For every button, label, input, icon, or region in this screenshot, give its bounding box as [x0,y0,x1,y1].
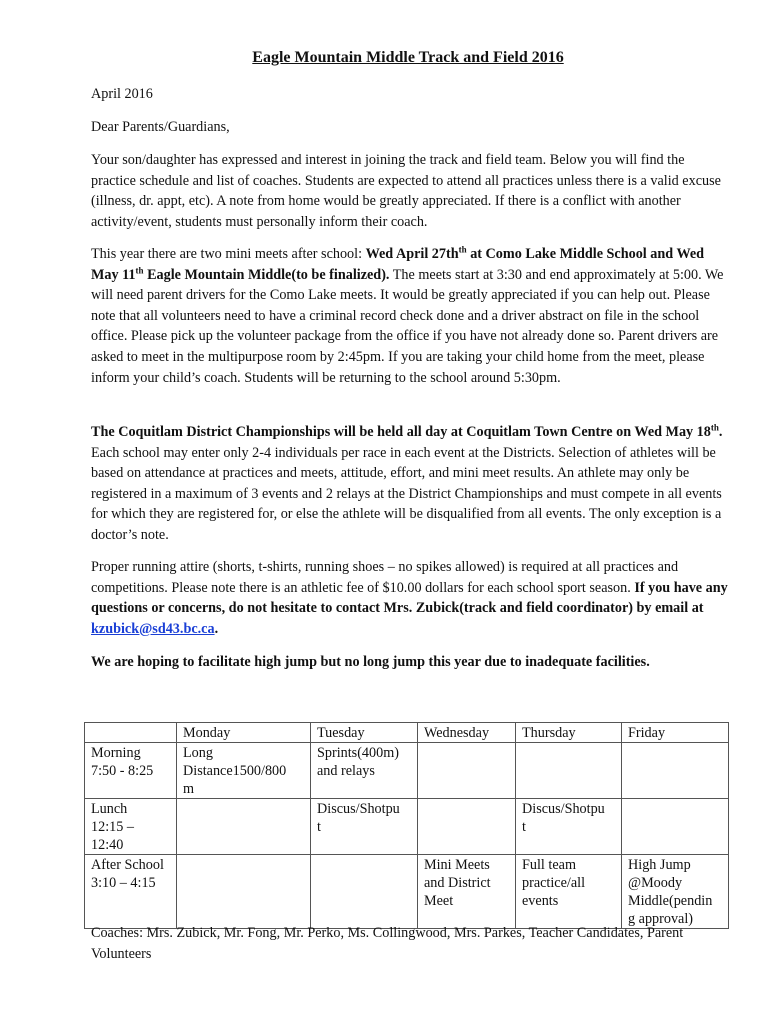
table-row [85,855,729,929]
header-cell [85,723,177,743]
letter-date: April 2016 [91,86,153,102]
attire-fee-text: Proper running attire (shorts, t-shirts, running shoes – no spikes allowed) is required at all practices and competitions. Please note there is an athletic fee of $10.00 dollars for each school sport season. [91,559,679,596]
table-cell [516,743,622,799]
table-cell [418,799,516,855]
mini-meets-paragraph [91,244,729,388]
intro-paragraph: Your son/daughter has expressed and interest in joining the track and field team. Below you will find the practice schedule and list of coaches. Students are expected to attend all practices unless there is a valid excuse (illness, dr. appt, etc). A note from home would be greatly appreciated. If there is a conflict with another activity/event, students must personally inform their coach. [91,152,721,230]
high-jump-notice: We are hoping to facilitate high jump but no long jump this year due to inadequate facilities. [91,654,650,670]
row-label-after-school: After School 3:10 – 4:15 [85,855,177,929]
page-title: Eagle Mountain Middle Track and Field 2016 [252,49,564,66]
row-label-morning: Morning 7:50 - 8:25 [85,743,177,799]
contact-text: If you have any questions or concerns, do not hesitate to contact Mrs. Zubick(track and field coordinator) by email at kzubick@sd43.bc.ca. [91,579,728,637]
table-cell [418,743,516,799]
table-header-row [85,723,729,743]
attire-fee-paragraph [91,557,729,639]
table-cell [622,799,729,855]
table-cell: Long Distance1500/800 m [177,743,311,799]
coordinator-email-link[interactable]: kzubick@sd43.bc.ca [91,620,215,637]
mini-meets-intro: This year there are two mini meets after school: [91,246,366,262]
table-cell [177,799,311,855]
table-cell: Full team practice/all events [516,855,622,929]
table-cell: Discus/Shotpu t [516,799,622,855]
header-cell-thursday: Thursday [516,723,622,743]
district-championships-heading: The Coquitlam District Championships will be held all day at Coquitlam Town Centre on Wed May 18th. [91,422,723,440]
meet-1-date: Wed April $27th^{th}$ at Como Lake Middle School and Wed May 11th Eagle Mountain Middle(to be finalized). [91,244,705,283]
table-row [85,799,729,855]
table-cell: Sprints(400m) and relays [311,743,418,799]
table-cell [311,855,418,929]
table-cell: Mini Meets and District Meet [418,855,516,929]
salutation: Dear Parents/Guardians, [91,119,230,135]
table-cell: Discus/Shotpu t [311,799,418,855]
coaches-list: Coaches: Mrs. Zubick, Mr. Fong, Mr. Perko, Ms. Collingwood, Mrs. Parkes, Teacher Candidates, Parent Volunteers [91,925,684,962]
header-cell-friday: Friday [622,723,729,743]
header-cell-monday: Monday [177,723,311,743]
table-cell [622,743,729,799]
header-cell-tuesday: Tuesday [311,723,418,743]
table-cell [177,855,311,929]
row-label-lunch: Lunch 12:15 – 12:40 [85,799,177,855]
practice-schedule-table [84,722,729,929]
district-championships-paragraph [91,422,729,546]
header-cell-wednesday: Wednesday [418,723,516,743]
district-championships-details: Each school may enter only 2-4 individuals per race in each event at the Districts. Selection of athletes will be based on attendance at practices and meets, attitude, effort, and mini meet results. An athlete may only be registered in a maximum of 3 events and 2 relays at the District Championships and must compete in all events for which they are registered for, or else the athlete will be disqualified from all events. The only exception is a doctor’s note. [91,444,722,543]
table-cell: High Jump @Moody Middle(pendin g approval) [622,855,729,929]
mini-meets-details: The meets start at 3:30 and end approximately at 5:00. We will need parent drivers for the Como Lake meets. It would be greatly appreciated if you can help out. Please note that all volunteers need to have a criminal record check done and a driver abstract on file in the school office. Please pick up the volunteer package from the office if you have not already done so. Parent drivers are asked to meet in the multipurpose room by 2:45pm. If you are taking your child home from the meet, please inform your child’s coach. Students will be returning to the school around 5:30pm. [91,266,724,386]
table-row [85,743,729,799]
